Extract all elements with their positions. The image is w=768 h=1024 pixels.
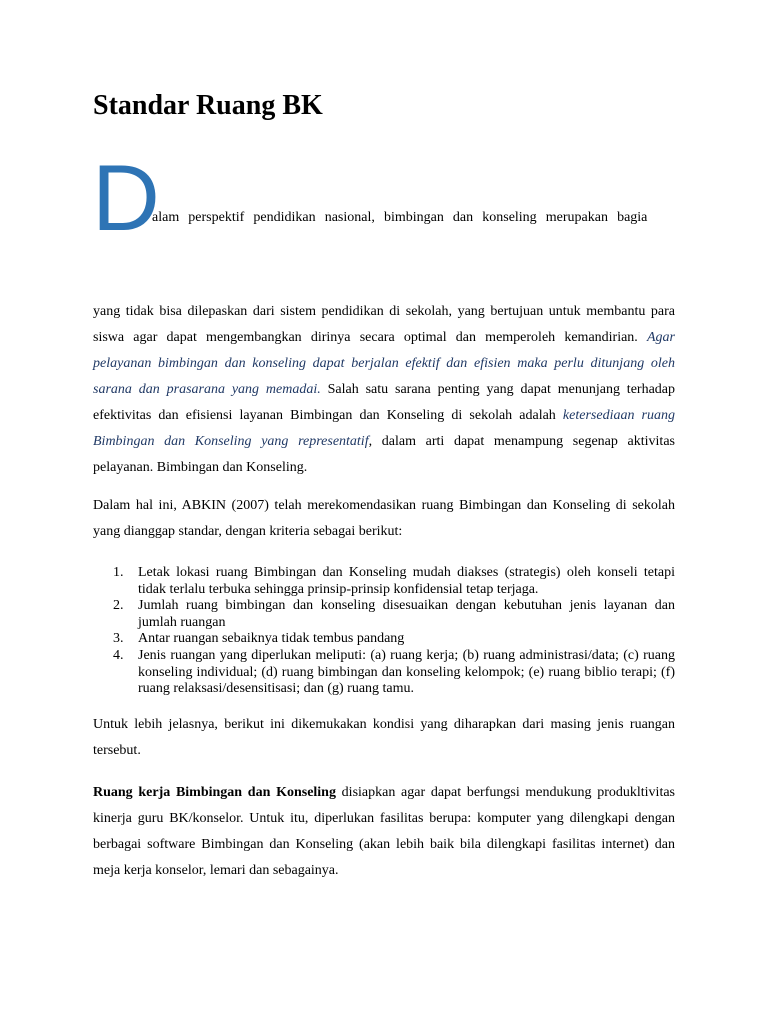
criteria-text: Jumlah ruang bimbingan dan konseling disesuaikan dengan kebutuhan jenis layanan dan jumlah ruangan (138, 598, 675, 630)
criteria-text: Letak lokasi ruang Bimbingan dan Konseling mudah diakses (strategis) oleh konseli tetapi tidak terlalu terbuka sehingga prinsip-prinsip konfidensial tetap terjaga. (138, 565, 675, 597)
criteria-item (93, 648, 675, 698)
workroom-heading: Ruang kerja Bimbingan dan Konseling (93, 785, 336, 800)
workroom-text: disiapkan agar dapat berfungsi mendukung produkltivitas kinerja guru BK/konselor. Untuk itu, diperlukan fasilitas berupa: komputer yang dilengkapi dengan berbagai software Bimbingan dan Konseling (akan lebih baik bila dilengkapi fasilitas internet) dan meja kerja konselor, lemari dan sebagainya. (93, 785, 675, 878)
criteria-number: 4. (113, 647, 124, 663)
intro-text-a: yang tidak bisa dilepaskan dari sistem pendidikan di sekolah, yang bertujuan untuk membantu para siswa agar dapat mengembangkan dirinya secara optimal dan memperoleh kemandirian. (93, 304, 675, 345)
criteria-text: Jenis ruangan yang diperlukan meliputi: (a) ruang kerja; (b) ruang administrasi/data; (c) ruang konseling individual; (d) ruang bimbingan dan konseling kelompok; (e) ruang biblio terapi; (f) ruang relaksasi/desensitisasi; dan (g) ruang tamu. (138, 647, 675, 697)
abkin-paragraph: Dalam hal ini, ABKIN (2007) telah merekomendasikan ruang Bimbingan dan Konseling di sekolah yang dianggap standar, dengan kriteria sebagai berikut: (93, 498, 675, 539)
criteria-text: Antar ruangan sebaiknya tidak tembus pandang (138, 631, 405, 647)
criteria-list (93, 565, 675, 698)
intro-emphasis-a: Agar pelayanan bimbingan dan konseling dapat berjalan efektif dan efisien maka perlu ditunjang oleh sarana dan prasarana yang memadai. (93, 330, 675, 397)
intro-paragraph (93, 299, 675, 481)
intro-emphasis-b: ketersediaan ruang Bimbingan dan Konseling yang representatif (93, 408, 676, 449)
criteria-number: 2. (113, 598, 124, 614)
criteria-item (93, 565, 675, 598)
criteria-number: 3. (113, 631, 124, 647)
criteria-number: 1. (113, 565, 124, 580)
criteria-item (93, 598, 675, 631)
intro-text-b: Salah satu sarana penting yang dapat menunjang terhadap efektivitas dan efisiensi layanan Bimbingan dan Konseling di sekolah adalah (93, 382, 675, 423)
document-title: Standar Ruang BK (93, 90, 323, 121)
drop-cap-letter: D (92, 145, 158, 250)
criteria-item (93, 631, 675, 648)
workroom-paragraph (93, 780, 675, 884)
first-line-text: alam perspektif pendidikan nasional, bimbingan dan konseling merupakan bagia (152, 210, 648, 225)
intro-text-c: , dalam arti dapat menampung segenap aktivitas pelayanan. Bimbingan dan Konseling. (93, 434, 675, 475)
explanation-paragraph: Untuk lebih jelasnya, berikut ini dikemukakan kondisi yang diharapkan dari masing jenis ruangan tersebut. (93, 717, 675, 758)
